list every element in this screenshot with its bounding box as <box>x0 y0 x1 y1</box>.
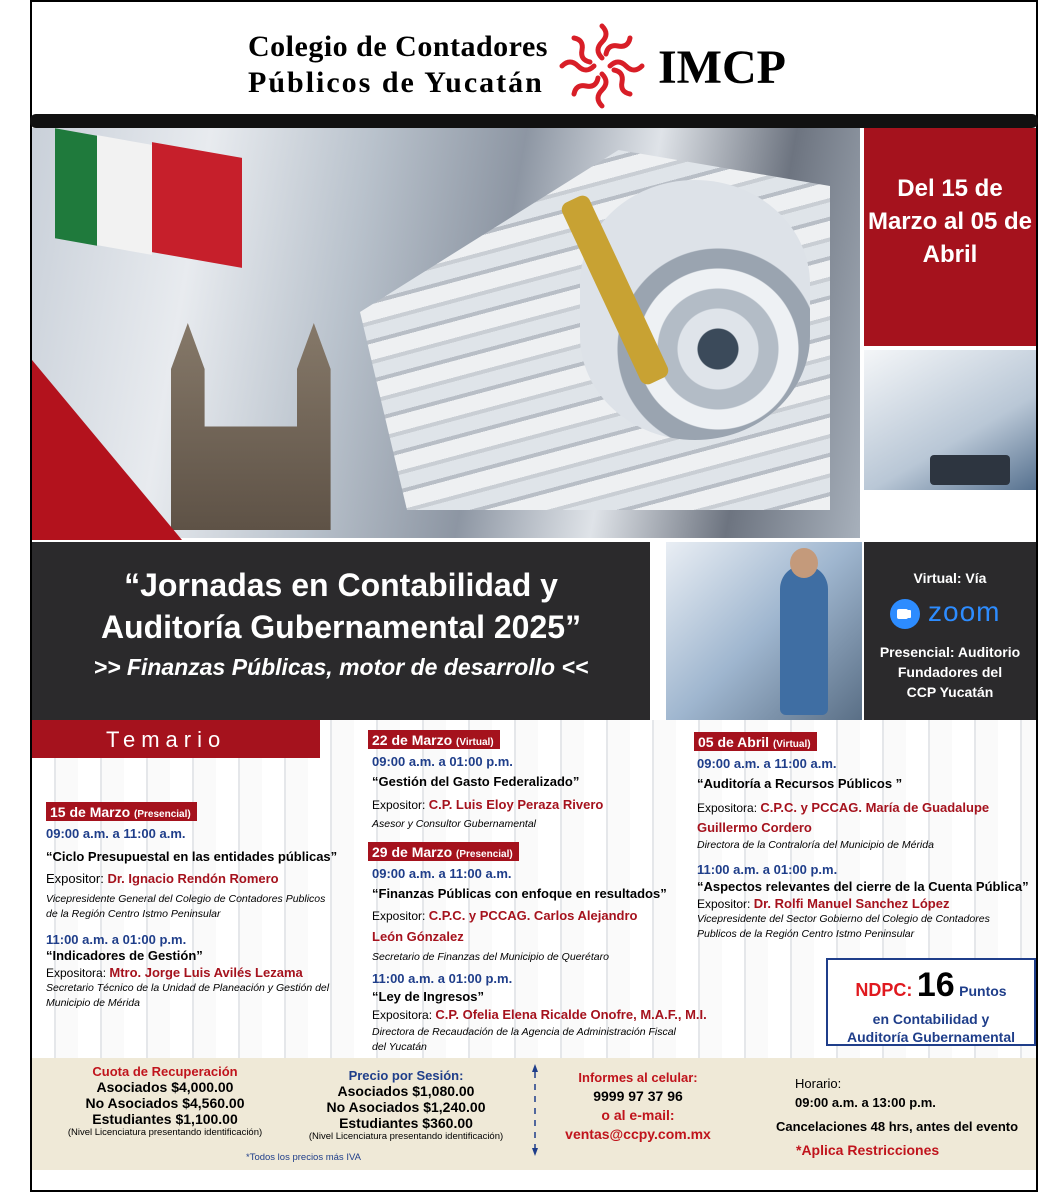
speaker-note-line: Vicepresidente del Sector Gobierno del Colegio de Contadores <box>697 913 990 925</box>
speaker-name: C.P. Luis Eloy Peraza Rivero <box>428 797 604 812</box>
speaker-note-line: Vicepresidente General del Colegio de Contadores Publicos <box>46 893 326 905</box>
meeting-photo <box>666 542 862 720</box>
email-address: ventas@ccpy.com.mx <box>565 1126 711 1142</box>
session-time: 11:00 a.m. a 01:00 p.m. <box>697 862 838 877</box>
virtual-label: Virtual: Vía <box>913 570 987 586</box>
zoom-logo: zoom <box>928 596 1001 627</box>
speaker-label: Expositor: <box>372 798 426 812</box>
zoom-camera-icon <box>890 599 920 629</box>
date-header-29-marzo <box>368 842 519 861</box>
dates-box <box>864 128 1036 346</box>
temario-title: Temario <box>106 727 227 752</box>
sesion-nota: (Nivel Licenciatura presentando identificación) <box>308 1131 504 1142</box>
speaker-note <box>372 1025 676 1055</box>
temario-heading <box>32 720 320 758</box>
cuota-title: Cuota de Recuperación <box>92 1064 238 1079</box>
speaker-note-line: del Yucatán <box>372 1041 427 1053</box>
sesion-no-asociados: No Asociados $1,240.00 <box>326 1099 486 1115</box>
email-label: o al e-mail: <box>601 1107 675 1123</box>
date-label: 29 de Marzo <box>372 844 453 860</box>
cuota-asociados: Asociados $4,000.00 <box>96 1079 234 1095</box>
date-header-15-marzo <box>46 802 197 821</box>
speaker-label: Expositor: <box>46 871 104 886</box>
speaker-name: C.P.C. y PCCAG. María de Guadalupe <box>760 800 990 815</box>
header-divider <box>30 114 1038 128</box>
iva-note: *Todos los precios más IVA <box>246 1152 361 1163</box>
sesion-title: Precio por Sesión: <box>348 1068 464 1083</box>
date-header-22-marzo <box>368 730 500 749</box>
ndpc-label: NDPC: <box>855 980 913 1000</box>
cuota-estudiantes: Estudiantes $1,100.00 <box>92 1111 238 1127</box>
presencial-line3: CCP Yucatán <box>906 684 994 700</box>
session-time: 09:00 a.m. a 11:00 a.m. <box>697 756 837 771</box>
dates-text: Del 15 de Marzo al 05 de Abril <box>867 175 1033 268</box>
session-topic: “Aspectos relevantes del cierre de la Cuenta Pública” <box>697 879 1029 894</box>
speaker-note <box>697 912 990 942</box>
cuota-nota: (Nivel Licenciatura presentando identificación) <box>67 1127 263 1138</box>
session-topic: “Indicadores de Gestión” <box>46 948 203 963</box>
date-mode: (Virtual) <box>772 739 811 750</box>
cuota-block <box>40 1064 290 1138</box>
event-subtitle: >> Finanzas Públicas, motor de desarrollo << <box>93 654 589 680</box>
restricciones: *Aplica Restricciones <box>796 1142 940 1158</box>
mexico-flag-red <box>152 142 242 268</box>
calculator-icon <box>930 455 1010 485</box>
session-speaker <box>46 871 279 886</box>
person-head <box>790 548 818 578</box>
presencial-line2: Fundadores del <box>897 664 1003 680</box>
horario-value: 09:00 a.m. a 13:00 p.m. <box>795 1095 936 1110</box>
session-speaker <box>372 797 603 812</box>
date-header-05-abril <box>694 732 817 751</box>
org-name-line2: Públicos de Yucatán <box>248 66 544 99</box>
mexico-flag-icon <box>55 128 97 245</box>
phone-number: 9999 97 37 96 <box>593 1088 683 1104</box>
session-time: 09:00 a.m. a 11:00 a.m. <box>372 866 512 881</box>
speaker-name: Dr. Rolfi Manuel Sanchez López <box>753 896 950 911</box>
speaker-name: Mtro. Jorge Luis Avilés Lezama <box>109 965 303 980</box>
ndpc-line: en Contabilidad y <box>872 1011 990 1027</box>
date-mode: (Virtual) <box>456 737 494 748</box>
date-label: 22 de Marzo <box>372 732 453 748</box>
session-time: 11:00 a.m. a 01:00 p.m. <box>46 932 187 947</box>
cuota-no-asociados: No Asociados $4,560.00 <box>85 1095 245 1111</box>
session-topic: “Gestión del Gasto Federalizado” <box>372 774 580 789</box>
event-title-line1: “Jornadas en Contabilidad y <box>124 567 558 603</box>
speaker-name: C.P. Ofelia Elena Ricalde Onofre, M.A.F., M.I. <box>435 1007 707 1022</box>
date-mode: (Presencial) <box>456 849 513 860</box>
speaker-note-line: de la Región Centro Istmo Peninsular <box>46 908 221 920</box>
speaker-label: Expositora: <box>372 1008 433 1022</box>
person-figure <box>780 565 828 715</box>
session-speaker <box>697 896 949 911</box>
date-mode: (Presencial) <box>134 809 191 820</box>
cancelaciones: Cancelaciones 48 hrs, antes del evento <box>776 1119 1019 1134</box>
session-speaker <box>697 800 989 815</box>
session-time: 09:00 a.m. a 11:00 a.m. <box>46 826 186 841</box>
double-arrow-icon <box>532 1064 538 1156</box>
presencial-line1: Presencial: Auditorio <box>879 644 1021 660</box>
speaker-note-line: Secretario Técnico de la Unidad de Planeación y Gestión del <box>46 982 330 994</box>
speaker-name: Guillermo Cordero <box>697 820 812 835</box>
event-title <box>32 564 650 648</box>
ndpc-points-box <box>826 958 1036 1046</box>
session-speaker <box>372 1007 707 1022</box>
ndpc-line: Auditoría Gubernamental <box>846 1029 1016 1045</box>
sesion-block <box>290 1068 522 1142</box>
ndpc-points-word: Puntos <box>959 983 1007 999</box>
venue-box <box>864 542 1036 720</box>
sesion-estudiantes: Estudiantes $360.00 <box>339 1115 473 1131</box>
session-time: 11:00 a.m. a 01:00 p.m. <box>372 971 513 986</box>
session-topic: “Ciclo Presupuestal en las entidades públicas” <box>46 849 338 864</box>
date-label: 05 de Abril <box>698 734 770 750</box>
speaker-label: Expositora: <box>46 966 107 980</box>
speaker-note-line: Publicos de la Región Centro Istmo Peninsular <box>697 928 915 940</box>
mexico-flag-white <box>97 135 152 255</box>
title-band <box>32 542 650 720</box>
ndpc-points-value: 16 <box>916 966 955 1004</box>
speaker-note: Secretario de Finanzas del Municipio de Querétaro <box>372 951 609 963</box>
speaker-note <box>46 892 325 922</box>
speaker-label: Expositor: <box>697 897 751 911</box>
speaker-name: C.P.C. y PCCAG. Carlos Alejandro <box>428 908 638 923</box>
speaker-name-cont <box>697 820 812 835</box>
imcp-logo-icon <box>556 20 648 112</box>
speaker-name-cont <box>372 929 464 944</box>
session-speaker <box>46 965 303 980</box>
informes-title: Informes al celular: <box>578 1070 698 1085</box>
speaker-note: Directora de la Contraloría del Municipio de Mérida <box>697 839 934 851</box>
speaker-note-line: Directora de Recaudación de la Agencia de Administración Fiscal <box>372 1026 676 1038</box>
session-time: 09:00 a.m. a 01:00 p.m. <box>372 754 513 769</box>
event-title-line2: Auditoría Gubernamental 2025” <box>100 609 582 645</box>
horario-label: Horario: <box>795 1076 842 1091</box>
session-topic: “Ley de Ingresos” <box>372 989 484 1004</box>
date-label: 15 de Marzo <box>50 804 131 820</box>
org-name-line1: Colegio de Contadores <box>248 30 548 63</box>
session-topic: “Auditoría a Recursos Públicos ” <box>697 776 903 791</box>
speaker-name: León Gónzalez <box>372 929 464 944</box>
speaker-label: Expositor: <box>372 909 426 923</box>
speaker-note-line: Municipio de Mérida <box>46 997 140 1009</box>
speaker-note: Asesor y Consultor Gubernamental <box>372 818 536 830</box>
presencial-venue <box>864 642 1036 702</box>
speaker-label: Expositora: <box>697 801 758 815</box>
ndpc-points <box>828 966 1034 1005</box>
session-topic: “Finanzas Públicas con enfoque en resultados” <box>372 886 667 901</box>
speaker-note <box>46 981 329 1011</box>
imcp-brand: IMCP <box>658 41 786 94</box>
sesion-asociados: Asociados $1,080.00 <box>337 1083 475 1099</box>
speaker-name: Dr. Ignacio Rendón Romero <box>107 871 279 886</box>
session-speaker <box>372 908 637 923</box>
informes-block <box>548 1070 728 1142</box>
ndpc-description <box>828 1010 1034 1046</box>
